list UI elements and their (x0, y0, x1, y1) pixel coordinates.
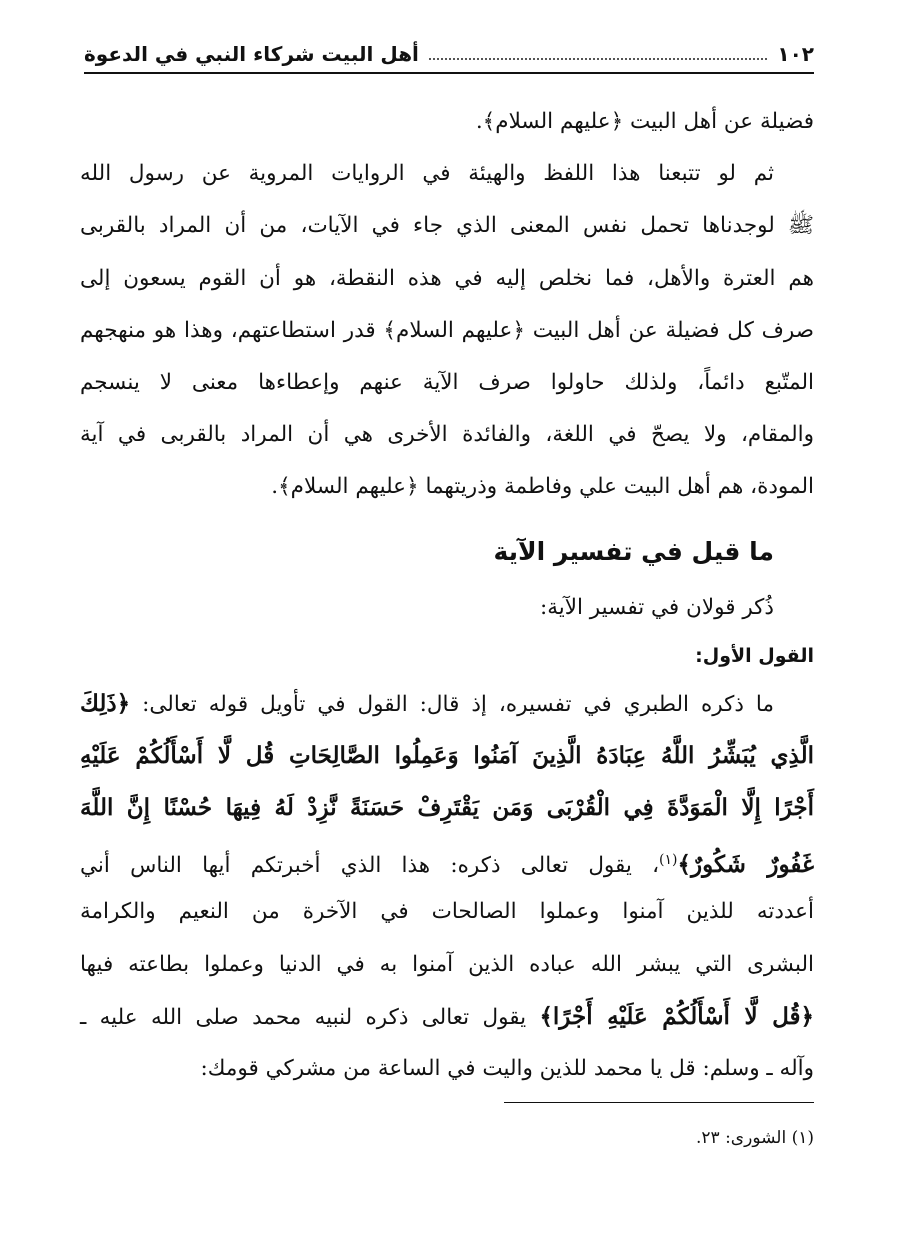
paragraph-line: المتّبع دائماً، ولذلك حاولوا صرف الآية عنهم وإعطاءها معنى لا ينسجم (80, 369, 814, 395)
section-intro: ذُكر قولان في تفسير الآية: (539, 594, 774, 620)
paragraph-line (80, 834, 814, 886)
header-dotted-leader (429, 58, 767, 60)
paragraph-line: المودة، هم أهل البيت علي وفاطمة وذريتهما ﴿عليهم السلام﴾. (271, 474, 814, 500)
quran-verse: غَفُورٌ شَكُورٌ﴾ (677, 851, 814, 879)
paragraph-line (80, 991, 814, 1043)
footnote-rule (504, 1102, 814, 1103)
quran-verse-line: أَجْرًا إِلَّا الْمَوَدَّةَ فِي الْقُرْبَى وَمَن يَقْتَرِفْ حَسَنَةً نَّزِدْ لَهُ فِيهَا حُسْنًا إِنَّ اللَّهَ (80, 794, 814, 822)
footnote-reference[interactable]: (١) (659, 852, 678, 869)
page-number: ١٠٢ (777, 42, 814, 66)
quran-verse-line: الَّذِي يُبَشِّرُ اللَّهُ عِبَادَهُ الَّذِينَ آمَنُوا وَعَمِلُوا الصَّالِحَاتِ قُل لَّا أَسْأَلُكُمْ عَلَيْهِ (80, 741, 814, 769)
quran-verse: ﴿ذَلِكَ (80, 689, 131, 717)
body-text (80, 96, 814, 1095)
paragraph-line: هم العترة والأهل، فما نخلص إليه في هذه النقطة، هو أن القوم يسعون إلى (80, 265, 814, 291)
paragraph-line: وآله ـ وسلم: قل يا محمد للذين واليت في الساعة من مشركي قومك: (200, 1056, 814, 1081)
quran-verse: ﴿قُل لَّا أَسْأَلُكُمْ عَلَيْهِ أَجْرًا﴾ (539, 1002, 814, 1030)
footnote: (١) الشورى: ٢٣. (696, 1128, 814, 1148)
plain-text: ، يقول تعالى ذكره: هذا الذي أخبرتكم أيها الناس أني (80, 853, 660, 879)
section-heading: ما قيل في تفسير الآية (493, 536, 774, 566)
paragraph-line: أعددته للذين آمنوا وعملوا الصالحات في الآخرة من النعيم والكرامة (80, 899, 814, 925)
paragraph-line: فضيلة عن أهل البيت ﴿عليهم السلام﴾. (475, 109, 814, 134)
paragraph-line: صرف كل فضيلة عن أهل البيت ﴿عليهم السلام﴾ قدر استطاعتهم، وهذا هو منهجهم (80, 317, 814, 343)
paragraph-line: البشرى التي يبشر الله عباده الذين آمنوا به في الدنيا وعملوا بطاعته فيها (80, 951, 814, 977)
subheading: القول الأول: (695, 644, 814, 667)
paragraph-line: ﷺ لوجدناها تحمل نفس المعنى الذي جاء في الآيات، من أن المراد بالقربى (80, 213, 814, 239)
paragraph-line: ثم لو تتبعنا هذا اللفظ والهيئة في الروايات المروية عن رسول الله (80, 161, 774, 187)
paragraph-line (80, 678, 814, 730)
plain-text: ما ذكره الطبري في تفسيره، إذ قال: القول في تأويل قوله تعالى: (130, 691, 774, 717)
header-rule (84, 72, 814, 74)
plain-text: يقول تعالى ذكره لنبيه محمد صلى الله عليه ـ (80, 1004, 540, 1030)
paragraph-line: والمقام، ولا يصحّ في اللغة، والفائدة الأخرى هي أن المراد بالقربى في آية (80, 422, 814, 448)
running-header (84, 30, 814, 70)
running-title: أهل البيت شركاء النبي في الدعوة (84, 42, 419, 66)
